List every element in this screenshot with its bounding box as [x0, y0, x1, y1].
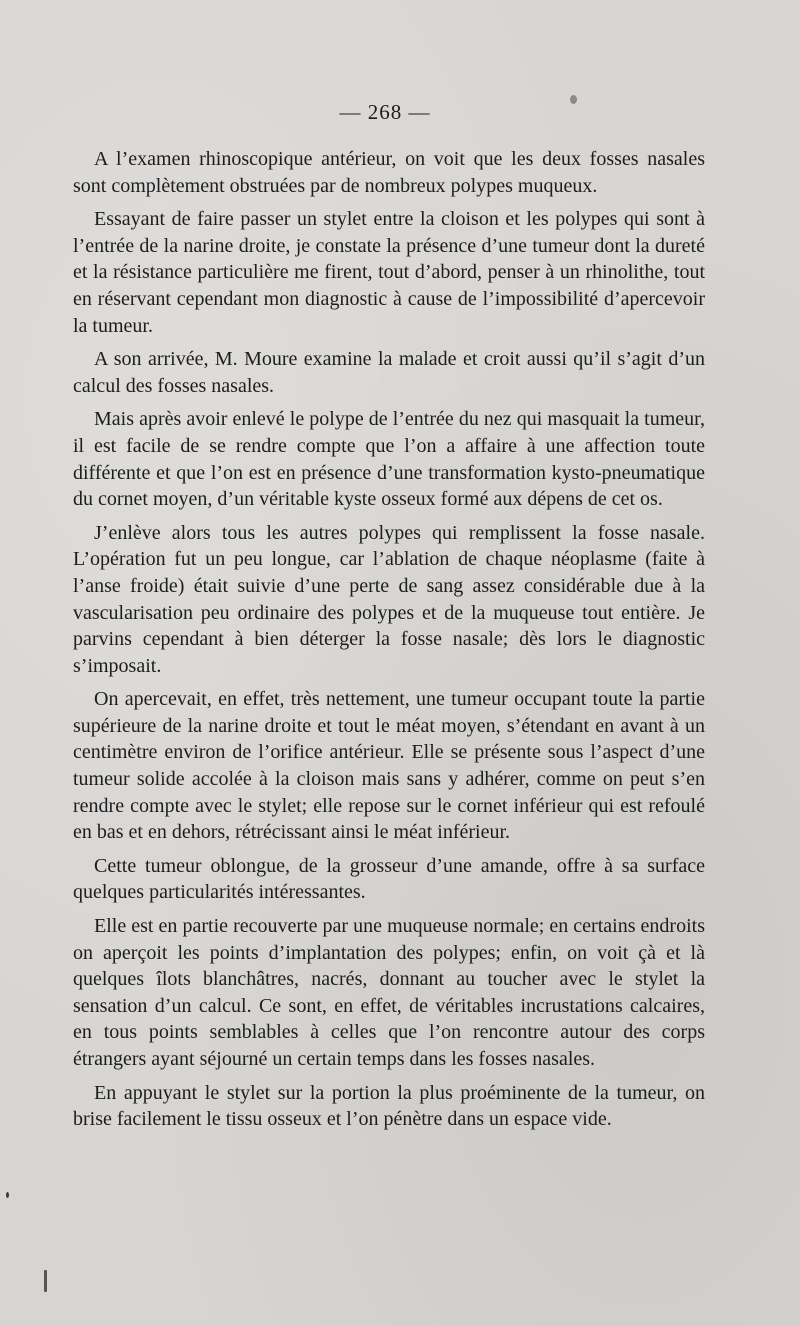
paragraph-6: On apercevait, en effet, très nettement, une tumeur occupant toute la partie supérieure de la narine droite et tout le méat moyen, s’étendant en avant à un centimètre environ de l’orifice antérieur. Elle se présente sous l’aspect d’une tumeur solide accolée à la cloison mais sans y adhérer, comme on peut s’en rendre compte avec le stylet; elle repose sur le cornet inférieur qui est refoulé en bas et en dehors, rétrécissant ainsi le méat inférieur.: [73, 688, 705, 844]
scan-speck: [44, 1270, 47, 1292]
scan-speck: [570, 95, 577, 104]
scan-speck: [6, 1192, 9, 1198]
paragraph-4: Mais après avoir enlevé le polype de l’entrée du nez qui masquait la tumeur, il est facile de se rendre compte que l’on a affaire à une affection toute différente et que l’on est en présence d’une transformation kysto-pneumatique du cornet moyen, d’un véritable kyste osseux formé aux dépens de cet os.: [73, 408, 705, 511]
paragraph-8: Elle est en partie recouverte par une muqueuse normale; en certains endroits on aperçoit les points d’implantation des polypes; enfin, on voit çà et là quelques îlots blanchâtres, nacrés, donnant au toucher avec le stylet la sensation d’un calcul. Ce sont, en effet, de véritables incrustations calcaires, en tous points semblables à celles que l’on rencontre autour des corps étrangers ayant séjourné un certain temps dans les fosses nasales.: [73, 915, 705, 1070]
paragraph-5: J’enlève alors tous les autres polypes qui remplissent la fosse nasale. L’opération fut un peu longue, car l’ablation de chaque néoplasme (faite à l’anse froide) était suivie d’une perte de sang assez considérable due à la vascularisation peu ordinaire des polypes et de la muqueuse tout entière. Je parvins cependant à bien déterger la fosse nasale; dès lors le diagnostic s’imposait.: [73, 521, 705, 677]
paragraph-7: Cette tumeur oblongue, de la grosseur d’une amande, offre à sa surface quelques particularités intéressantes.: [73, 854, 705, 904]
paragraph-1: A l’examen rhinoscopique antérieur, on voit que les deux fosses nasales sont complètement obstruées par de nombreux polypes muqueux.: [73, 148, 705, 197]
paragraph-2: Essayant de faire passer un stylet entre la cloison et les polypes qui sont à l’entrée de la narine droite, je constate la présence d’une tumeur dont la dureté et la résistance particulière me firent, tout d’abord, penser à un rhinolithe, tout en réservant cependant mon diagnostic à cause de l’impossibilité d’apercevoir la tumeur.: [73, 208, 705, 337]
body-text: [73, 146, 705, 1140]
paragraph-9: En appuyant le stylet sur la portion la plus proéminente de la tumeur, on brise facilement le tissu osseux et l’on pénètre dans un espace vide.: [73, 1081, 705, 1131]
paragraph-3: A son arrivée, M. Moure examine la malade et croit aussi qu’il s’agit d’un calcul des fosses nasales.: [73, 348, 705, 397]
page-number: — 268 —: [339, 100, 431, 124]
